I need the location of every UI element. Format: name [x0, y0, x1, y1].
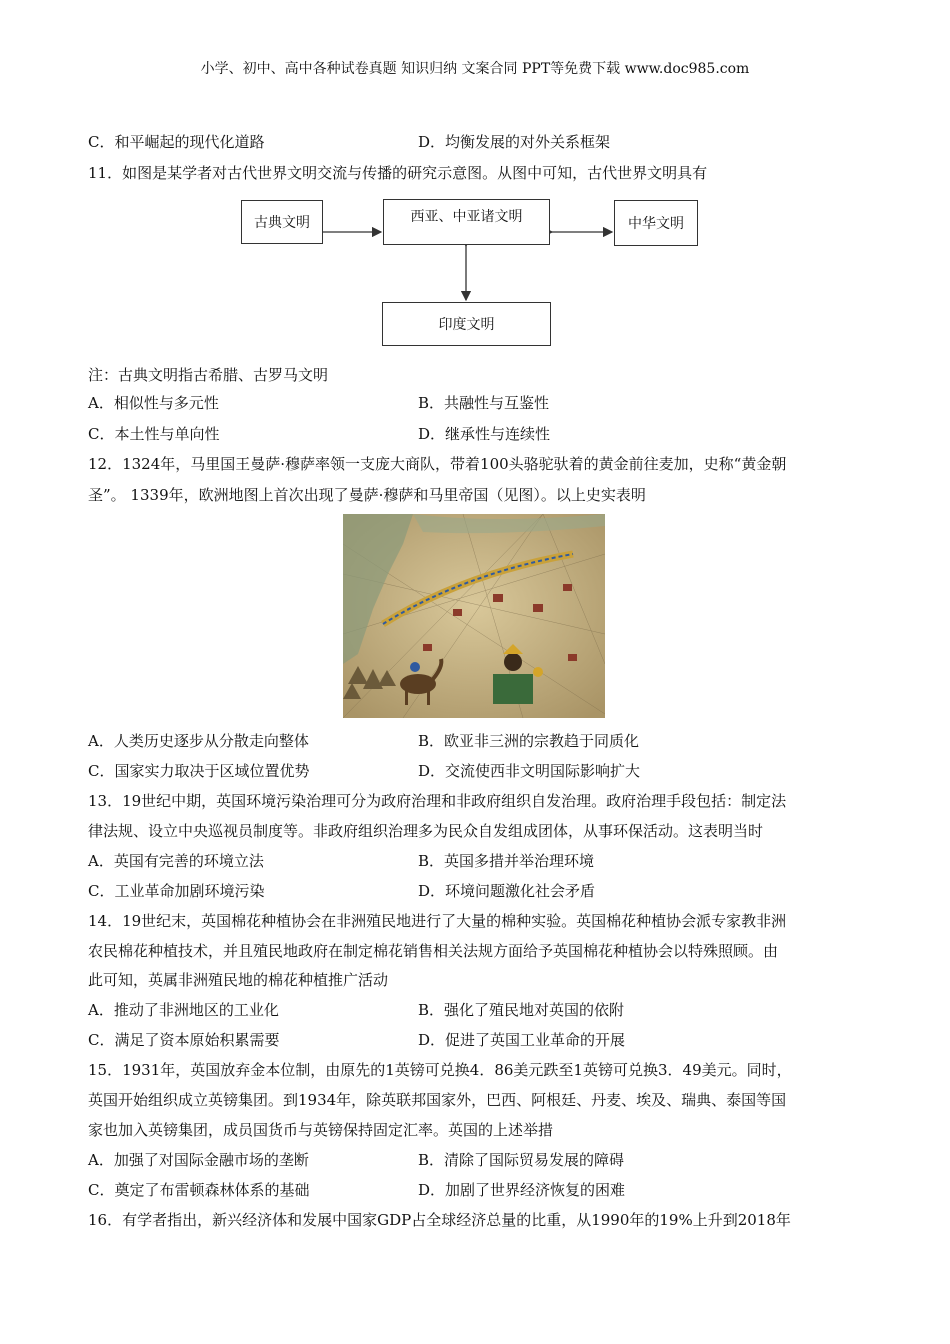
box-indian-civilization: 印度文明: [382, 302, 551, 346]
q11-option-d: D．继承性与连续性: [418, 425, 551, 443]
q16-stem-line1: 16．有学者指出，新兴经济体和发展中国家GDP占全球经济总量的比重，从1990年的19%上升到2018年: [88, 1211, 791, 1229]
q15-option-c: C．奠定了布雷顿森林体系的基础: [88, 1181, 310, 1199]
q12-option-b: B．欧亚非三洲的宗教趋于同质化: [418, 732, 640, 750]
q15-stem-line3: 家也加入英镑集团，成员国货币与英镑保持固定汇率。英国的上述举措: [88, 1121, 554, 1139]
q14-stem-line1: 14．19世纪末，英国棉花种植协会在非洲殖民地进行了大量的棉种实验。英国棉花种植协会派专家教非洲: [88, 912, 787, 930]
q14-option-b: B．强化了殖民地对英国的依附: [418, 1001, 625, 1019]
q11-option-a: A．相似性与多元性: [88, 394, 219, 412]
q14-stem-line2: 农民棉花种植技术，并且殖民地政府在制定棉花销售相关法规方面给予英国棉花种植协会以特殊照顾。由: [88, 942, 779, 960]
q10-option-c: C．和平崛起的现代化道路: [88, 133, 265, 151]
q14-stem-line3: 此可知，英属非洲殖民地的棉花种植推广活动: [88, 971, 389, 989]
box-classical-civilization: 古典文明: [241, 200, 323, 244]
q14-option-a: A．推动了非洲地区的工业化: [88, 1001, 279, 1019]
q11-option-c: C．本土性与单向性: [88, 425, 220, 443]
q12-option-c: C．国家实力取决于区域位置优势: [88, 762, 310, 780]
q12-stem-line1: 12．1324年，马里国王曼萨·穆萨率领一支庞大商队，带着100头骆驼驮着的黄金前往麦加，史称“黄金朝: [88, 455, 787, 473]
q11-stem: 11．如图是某学者对古代世界文明交流与传播的研究示意图。从图中可知，古代世界文明具有: [88, 164, 708, 182]
q13-option-a: A．英国有完善的环境立法: [88, 852, 264, 870]
q13-stem-line2: 律法规、设立中央巡视员制度等。非政府组织治理多为民众自发组成团体，从事环保活动。这表明当时: [88, 822, 764, 840]
q13-option-d: D．环境问题激化社会矛盾: [418, 882, 596, 900]
page-header: 小学、初中、高中各种试卷真题 知识归纳 文案合同 PPT等免费下载 www.doc985.com: [200, 61, 750, 77]
q13-option-b: B．英国多措并举治理环境: [418, 852, 595, 870]
q14-option-d: D．促进了英国工业革命的开展: [418, 1031, 626, 1049]
q15-option-d: D．加剧了世界经济恢复的困难: [418, 1181, 626, 1199]
q15-option-b: B．清除了国际贸易发展的障碍: [418, 1151, 625, 1169]
q12-option-d: D．交流使西非文明国际影响扩大: [418, 762, 641, 780]
q13-option-c: C．工业革命加剧环境污染: [88, 882, 265, 900]
q13-stem-line1: 13．19世纪中期，英国环境污染治理可分为政府治理和非政府组织自发治理。政府治理手段包括：制定法: [88, 792, 787, 810]
box-chinese-civilization: 中华文明: [614, 200, 698, 246]
q11-option-b: B．共融性与互鉴性: [418, 394, 550, 412]
q12-option-a: A．人类历史逐步从分散走向整体: [88, 732, 309, 750]
catalan-atlas-map-image: [343, 514, 605, 718]
q10-option-d: D．均衡发展的对外关系框架: [418, 133, 611, 151]
q12-stem-line2: 圣”。 1339年，欧洲地图上首次出现了曼萨·穆萨和马里帝国（见图）。以上史实表明: [88, 486, 646, 504]
q15-stem-line2: 英国开始组织成立英镑集团。到1934年，除英联邦国家外，巴西、阿根廷、丹麦、埃及、瑞典、泰国等国: [88, 1091, 787, 1109]
q11-note: 注：古典文明指古希腊、古罗马文明: [88, 366, 329, 384]
q15-option-a: A．加强了对国际金融市场的垄断: [88, 1151, 309, 1169]
q15-stem-line1: 15．1931年，英国放弃金本位制，由原先的1英镑可兑换4．86美元跌至1英镑可兑换3．49美元。同时，: [88, 1061, 792, 1079]
box-westasia-civilizations: 西亚、中亚诸文明: [383, 199, 550, 245]
q14-option-c: C．满足了资本原始积累需要: [88, 1031, 280, 1049]
